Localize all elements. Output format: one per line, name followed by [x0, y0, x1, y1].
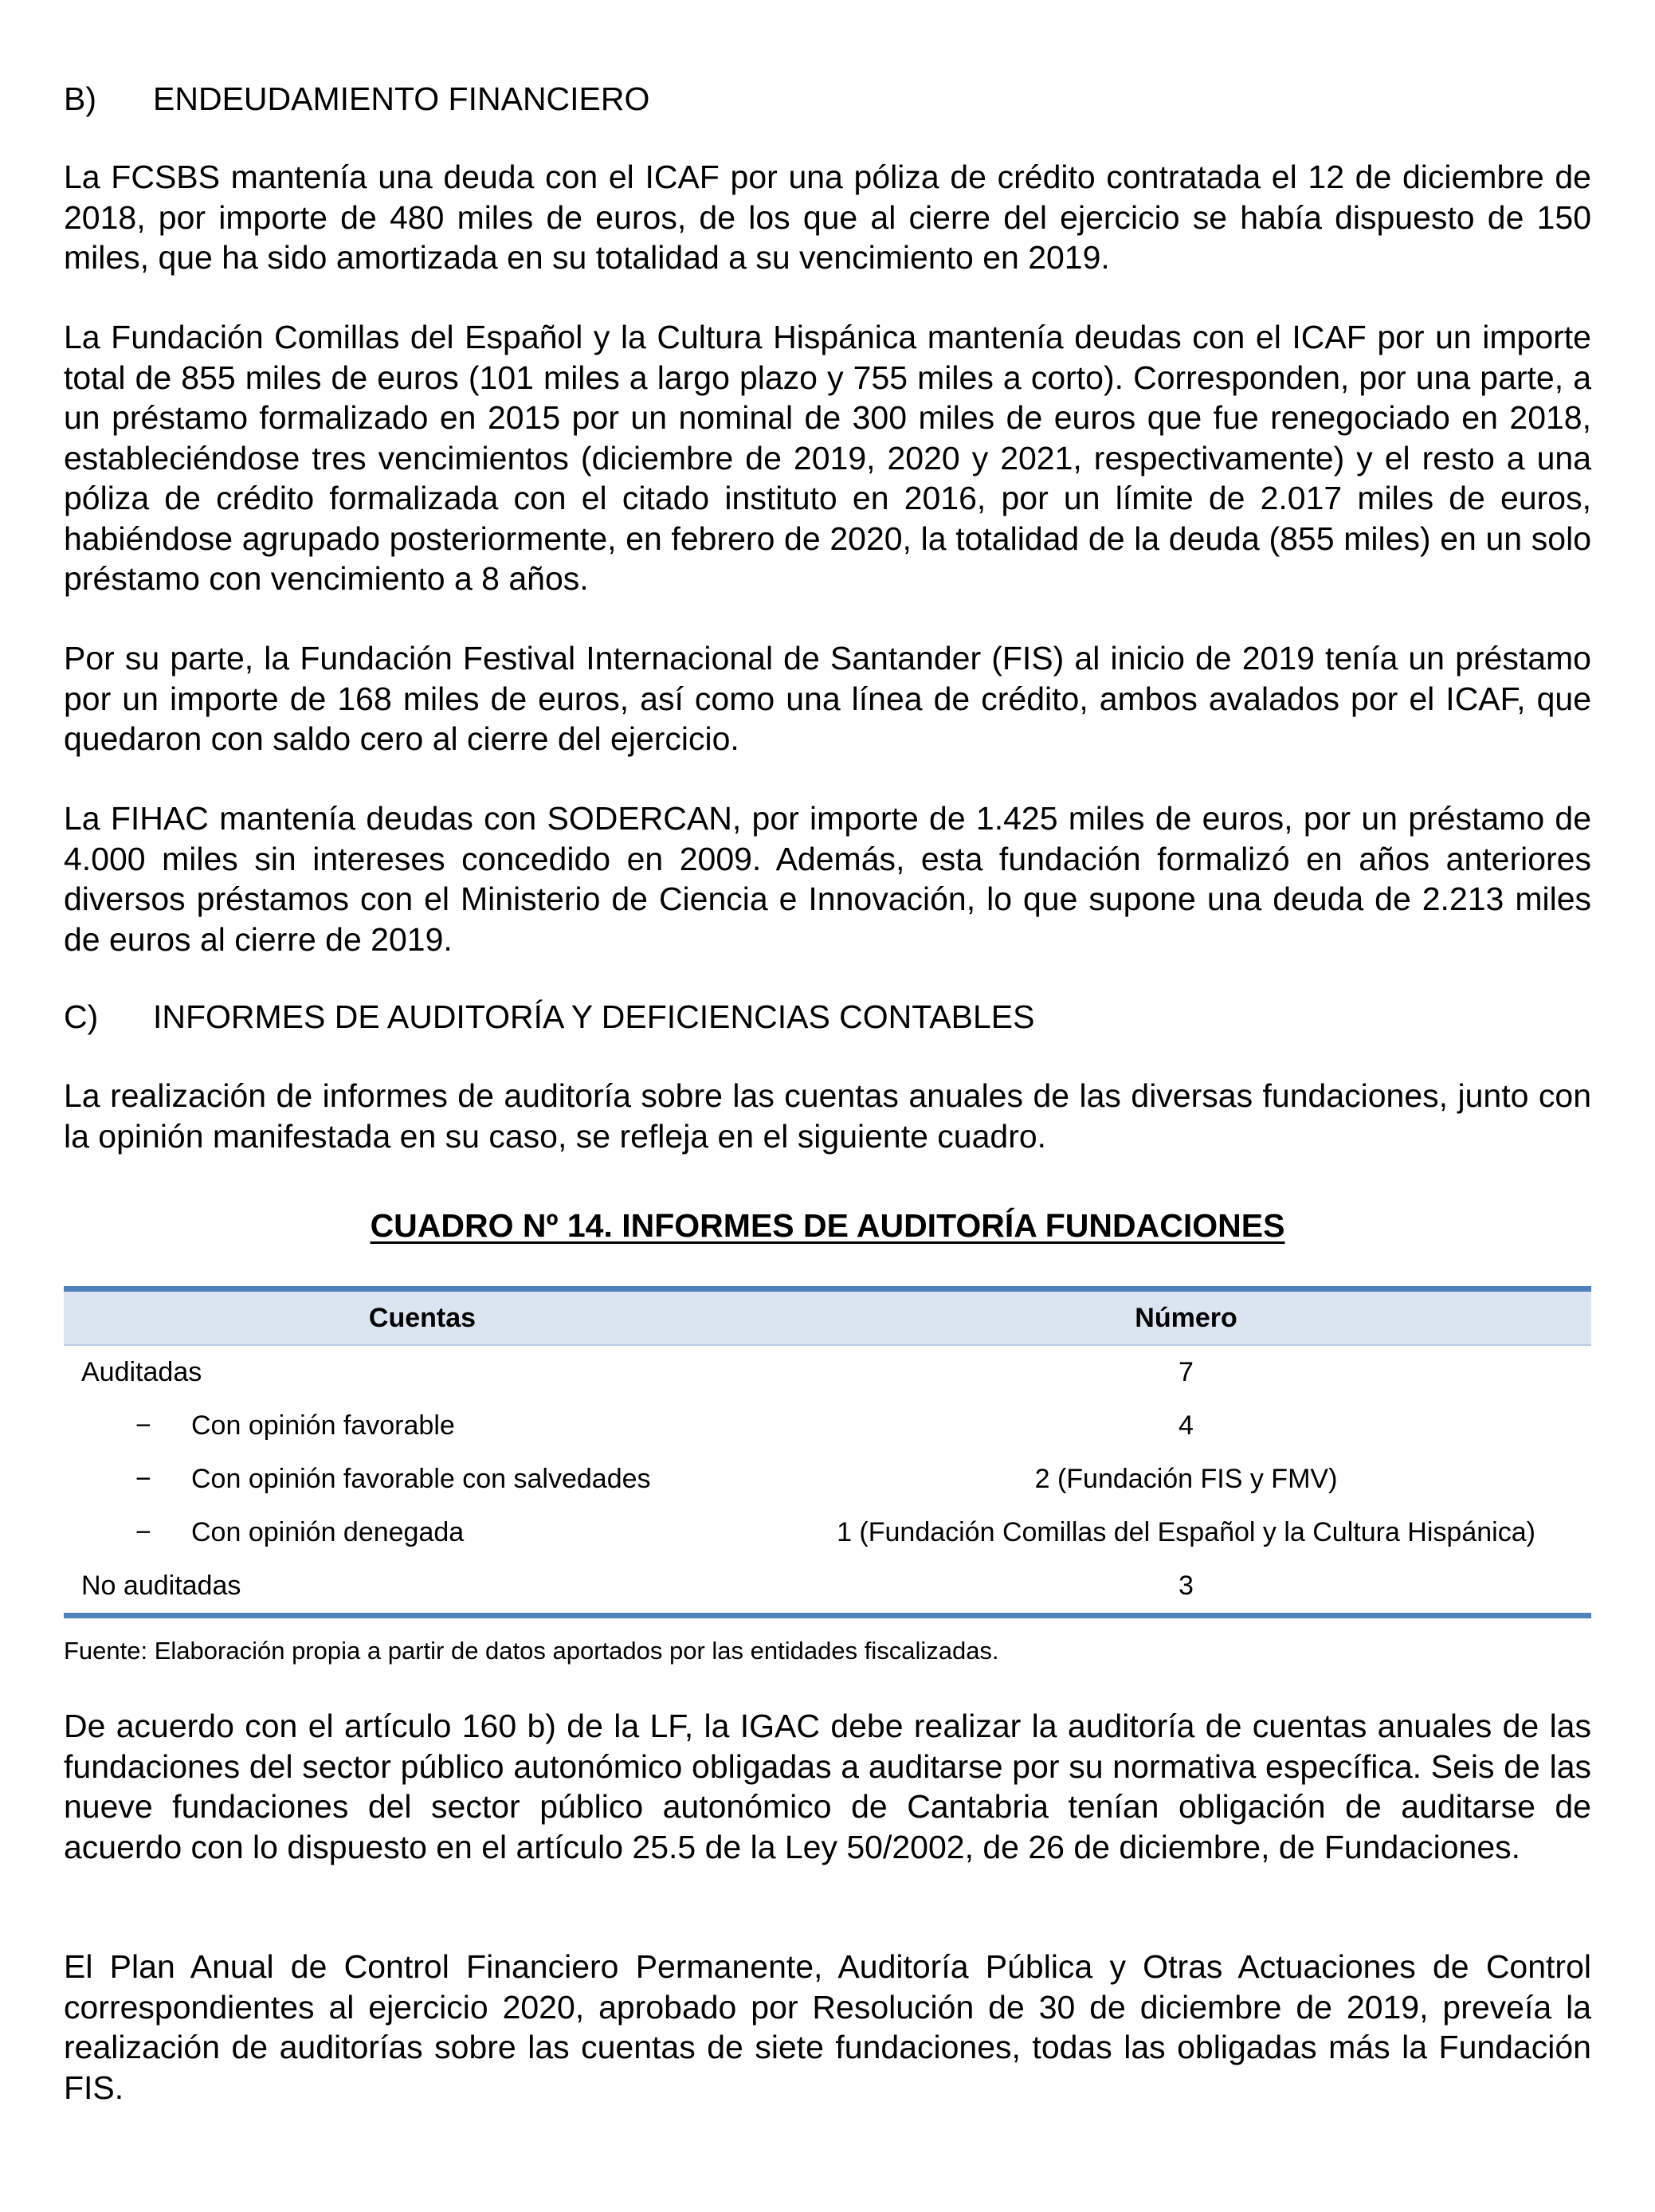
dash-bullet: −	[135, 1464, 151, 1494]
row-label: − Con opinión favorable	[135, 1410, 455, 1441]
row-label: − Con opinión denegada	[135, 1517, 465, 1547]
row-value: 1 (Fundación Comillas del Español y la Cultura Hispánica)	[837, 1517, 1535, 1547]
section-c-title: INFORMES DE AUDITORÍA Y DEFICIENCIAS CONTABLES	[153, 998, 1035, 1035]
table-title: CUADRO Nº 14. INFORMES DE AUDITORÍA FUNDACIONES	[370, 1207, 1285, 1244]
table-source: Fuente: Elaboración propia a partir de datos aportados por las entidades fiscalizadas.	[64, 1637, 999, 1665]
row-label: No auditadas	[64, 1559, 781, 1616]
row-value: 3	[781, 1559, 1591, 1616]
paragraph-comillas: La Fundación Comillas del Español y la Cultura Hispánica mantenía deudas con el ICAF por un importe total de 855 miles de euros (101 miles a largo plazo y 755 miles a corto). Corresponden, por una parte, a un préstamo formalizado en 2015 por un nominal de 300 miles de euros que fue renegociado en 2018, estableciéndose tres vencimientos (diciembre de 2019, 2020 y 2021, respectivamente) y el resto a una póliza de crédito formalizada con el citado instituto en 2016, por un límite de 2.017 miles de euros, habiéndose agrupado posteriormente, en febrero de 2020, la totalidad de la deuda (855 miles) en un solo préstamo con vencimiento a 8 años.	[64, 319, 1591, 597]
paragraph-fihac: La FIHAC mantenía deudas con SODERCAN, por importe de 1.425 miles de euros, por un préstamo de 4.000 miles sin intereses concedido en 2009. Además, esta fundación formalizó en años anteriores diversos préstamos con el Ministerio de Ciencia e Innovación, lo que supone una deuda de 2.213 miles de euros al cierre de 2019.	[64, 800, 1591, 958]
paragraph-c-intro: La realización de informes de auditoría sobre las cuentas anuales de las diversas fundaciones, junto con la opinión manifestada en su caso, se refleja en el siguiente cuadro.	[64, 1077, 1591, 1155]
dash-bullet: −	[135, 1517, 151, 1547]
table-row	[64, 1559, 1591, 1616]
paragraph-articulo-160: De acuerdo con el artículo 160 b) de la LF, la IGAC debe realizar la auditoría de cuentas anuales de las fundaciones del sector público autonómico obligadas a auditarse por su normativa específica. Seis de las nueve fundaciones del sector público autonómico de Cantabria tenían obligación de auditarse de acuerdo con lo dispuesto en el artículo 25.5 de la Ley 50/2002, de 26 de diciembre, de Fundaciones.	[64, 1708, 1591, 1865]
section-c-letter: C)	[64, 998, 99, 1035]
header-cuentas: Cuentas	[64, 1289, 781, 1346]
audit-table	[64, 1286, 1591, 1618]
row-label: − Con opinión favorable con salvedades	[135, 1464, 651, 1494]
table-row	[64, 1399, 1591, 1453]
section-b-title: ENDEUDAMIENTO FINANCIERO	[153, 80, 650, 117]
row-value: 7	[1179, 1357, 1194, 1387]
table-row	[64, 1453, 1591, 1506]
paragraph-plan-anual: El Plan Anual de Control Financiero Permanente, Auditoría Pública y Otras Actuaciones de Control correspondientes al ejercicio 2020, aprobado por Resolución de 30 de diciembre de 2019, preveía la realización de auditorías sobre las cuentas de siete fundaciones, todas las obligadas más la Fundación FIS.	[64, 1948, 1591, 2106]
row-value: 4	[1179, 1410, 1194, 1441]
row-value: 2 (Fundación FIS y FMV)	[1034, 1464, 1338, 1494]
row-label: Auditadas	[81, 1357, 202, 1387]
table-row	[64, 1506, 1591, 1559]
paragraph-fcsbs: La FCSBS mantenía una deuda con el ICAF por una póliza de crédito contratada el 12 de diciembre de 2018, por importe de 480 miles de euros, de los que al cierre del ejercicio se había dispuesto de 150 miles, que ha sido amortizada en su totalidad a su vencimiento en 2019.	[64, 159, 1591, 276]
table-header-row	[64, 1289, 1591, 1346]
section-b-heading	[64, 78, 649, 120]
section-c-heading	[64, 996, 1034, 1037]
table-row	[64, 1345, 1591, 1399]
paragraph-fis: Por su parte, la Fundación Festival Internacional de Santander (FIS) al inicio de 2019 tenía un préstamo por un importe de 168 miles de euros, así como una línea de crédito, ambos avalados por el ICAF, que quedaron con saldo cero al cierre del ejercicio.	[64, 640, 1591, 757]
dash-bullet: −	[135, 1410, 151, 1441]
section-b-letter: B)	[64, 80, 96, 117]
header-numero: Número	[781, 1289, 1591, 1346]
